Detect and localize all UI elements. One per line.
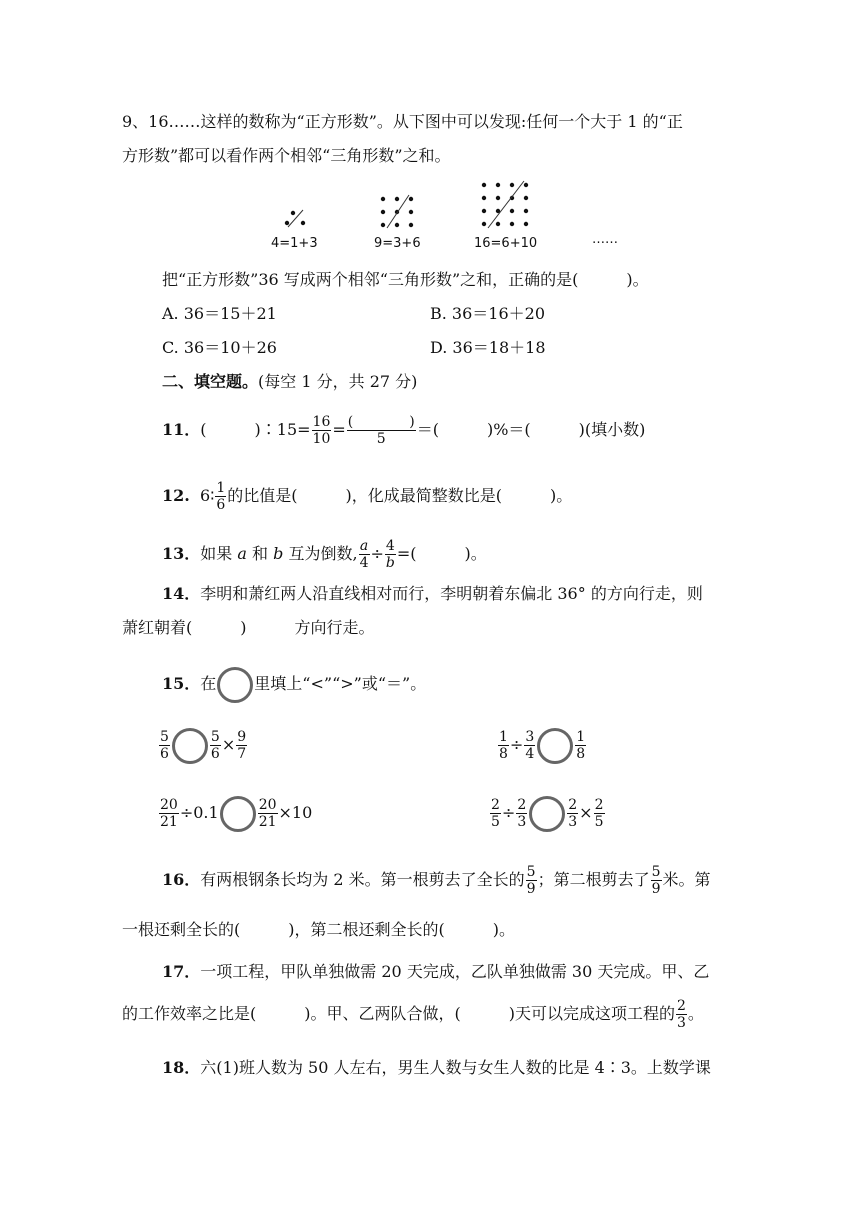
q13-number: 13． [162,544,201,563]
q15-i4-operator-1: ÷ [501,803,516,822]
q11-part-1: ( )∶15= [200,420,311,439]
q16-fraction-2 [651,864,662,897]
figure-caption-4: 4=1+3 [271,236,318,251]
intro-line-1: 9、16……这样的数称为“正方形数”。从下图中可以发现:任何一个大于 1 的“正 [122,112,683,131]
q16-part-1: 有两根钢条长均为 2 米。第一根剪去了全长的 [200,870,525,889]
q16-part-3: 米。第 [662,870,711,889]
q15-i3-f2-numerator: 20 [258,797,277,813]
dot-figure-9 [377,194,417,230]
section-2-heading [162,372,417,392]
q13 [162,534,487,574]
q15-i2-f2-numerator: 3 [525,729,535,745]
q15-i3-f1 [159,797,179,830]
q15-i1-f1 [159,729,170,762]
q15-i2-f2 [524,729,535,762]
q15-i3-f2 [258,797,278,830]
q15-i2-operator: ÷ [509,735,524,754]
q13-fraction-2-numerator: 4 [385,538,395,554]
q16-number: 16． [162,870,201,889]
q16-line-2: 一根还剩全长的( )，第二根还剩全长的( )。 [122,920,515,939]
section-2-title: 二、填空题。 [162,372,259,391]
answer-circle-icon [217,667,253,703]
q15-part-1: 在 [200,674,217,693]
compare-circle-3[interactable] [220,796,256,832]
q15-i1-f3-numerator: 9 [237,729,247,745]
q15-i4-f4-denominator: 5 [594,814,604,830]
q12-fraction-denominator: 6 [216,497,226,513]
q15-i1-f1-denominator: 6 [160,746,169,762]
figure-caption-16: 16=6+10 [474,236,538,251]
q15-part-2: 里填上“<”“>”或“＝”。 [254,674,427,693]
q14-line-1 [162,584,703,604]
q13-fraction-1-numerator: a [359,538,369,554]
q15-i1-f3-denominator: 7 [237,746,247,762]
q11-fraction-2-numerator: ( ) [347,414,415,430]
q18-number: 18． [162,1058,201,1077]
q15-i2-f1-denominator: 8 [499,746,508,762]
q15-i4-f3-numerator: 2 [568,797,578,813]
section-2-note: (每空 1 分，共 27 分) [258,372,418,391]
q16-fraction-1-numerator: 5 [526,864,536,880]
q15-i4-f2-numerator: 2 [517,797,527,813]
q13-part-1: 如果 [200,544,233,563]
q15-i1-f2 [210,729,221,762]
q11-equals: = [332,420,346,439]
q15-i2-f3-numerator: 1 [576,729,586,745]
q17-part-1: 的工作效率之比是( )。甲、乙两队合做，( )天可以完成这项工程的 [122,1004,675,1023]
q13-and: 和 [252,544,269,563]
q10-option-a: A. 36＝15＋21 [162,304,277,323]
q15-i1-f2-numerator: 5 [210,729,220,745]
q15-i4-f1-numerator: 2 [491,797,500,813]
q11-fraction-1-numerator: 16 [312,414,331,430]
compare-circle-2[interactable] [537,728,573,764]
q13-part-3: =( )。 [396,544,487,563]
q15-i3-operator-1: ÷0.1 [179,803,219,822]
q15-i1-f1-numerator: 5 [160,729,169,745]
q15-i3-f1-numerator: 20 [160,797,178,813]
q13-var-b: b [273,544,284,563]
compare-circle-1[interactable] [172,728,208,764]
q16-part-2: ；第二根剪去了 [537,870,650,889]
q15-i3-f1-denominator: 21 [160,814,178,830]
q11 [162,410,645,450]
q16-fraction-1 [526,864,537,897]
q15-i3-operator-2: ×10 [278,803,313,822]
q15-i1-operator: × [221,735,236,754]
q15-i4-f4 [594,797,605,830]
q11-fraction-1 [312,414,332,447]
intro-line-2: 方形数”都可以看作两个相邻“三角形数”之和。 [122,146,451,165]
q15-i4-f3-denominator: 3 [568,814,578,830]
q15-stem [162,664,426,704]
q16-fraction-1-denominator: 9 [526,881,536,897]
q15-item-2 [497,722,587,768]
figure-caption-9: 9=3+6 [374,236,421,251]
q17-line-2 [122,992,704,1036]
q15-i4-f1-denominator: 5 [491,814,500,830]
q17-fraction-numerator: 2 [676,998,686,1014]
q15-item-4 [489,790,606,836]
q15-i1-f3 [236,729,247,762]
q13-fraction-2-denominator: b [385,555,395,571]
q14-text-1: 李明和萧红两人沿直线相对而行，李明朝着东偏北 36° 的方向行走，则 [200,584,703,603]
q15-i4-f2-denominator: 3 [517,814,527,830]
q17-line-1 [162,962,709,982]
q15-i2-f3 [575,729,586,762]
q10-option-b: B. 36＝16＋20 [430,304,546,323]
dot-figure-4 [283,208,309,228]
q10-option-d: D. 36＝18＋18 [430,338,546,357]
q18-line-1 [162,1058,711,1078]
q14-number: 14． [162,584,201,603]
q12-part-2: 的比值是( )，化成最简整数比是( )。 [227,486,573,505]
q16-line-1 [162,858,711,902]
q15-i2-f3-denominator: 8 [576,746,586,762]
q16-fraction-2-denominator: 9 [651,881,661,897]
q12-part-1: 6∶ [200,486,215,505]
dot-figure-16 [478,180,536,230]
q17-text-1: 一项工程，甲队单独做需 20 天完成，乙队单独做需 30 天完成。甲、乙 [200,962,710,981]
q16-fraction-2-numerator: 5 [651,864,661,880]
figure-ellipsis: …… [592,232,618,247]
compare-circle-4[interactable] [529,796,565,832]
q10-option-c: C. 36＝10＋26 [162,338,277,357]
q13-fraction-1 [359,538,370,571]
q18-text-1: 六(1)班人数为 50 人左右，男生人数与女生人数的比是 4∶3。上数学课 [200,1058,711,1077]
q15-i2-f1-numerator: 1 [499,729,508,745]
q17-fraction [676,998,687,1031]
q11-part-2: ＝( )%＝( )(填小数) [416,420,646,439]
q15-i4-f1 [490,797,501,830]
q17-fraction-denominator: 3 [676,1015,686,1031]
q15-item-3 [158,790,312,836]
q11-fraction-2 [347,414,416,447]
q15-i4-f3 [567,797,578,830]
q11-fraction-2-denominator: 5 [376,431,386,447]
q15-i2-f2-denominator: 4 [525,746,535,762]
q15-item-1 [158,722,248,768]
q15-i4-f4-numerator: 2 [594,797,604,813]
q15-i2-f1 [498,729,509,762]
q15-i1-f2-denominator: 6 [210,746,220,762]
q13-var-a: a [237,544,247,563]
q13-fraction-2 [385,538,396,571]
q12 [162,476,572,516]
q13-part-2: 互为倒数, [288,544,358,563]
q14-line-2: 萧红朝着( ) 方向行走。 [122,618,375,637]
q15-number: 15． [162,674,201,693]
q10-stem: 把“正方形数”36 写成两个相邻“三角形数”之和，正确的是( )。 [162,270,649,289]
q11-fraction-1-denominator: 10 [312,431,331,447]
q13-fraction-1-denominator: 4 [359,555,369,571]
q13-divide: ÷ [370,544,384,563]
q15-i4-f2 [516,797,527,830]
q12-number: 12. [162,486,190,505]
q17-number: 17． [162,962,201,981]
q11-number: 11． [162,420,201,439]
q17-part-2: 。 [687,1004,704,1023]
q15-i4-operator-2: × [579,803,593,822]
q12-fraction [215,480,226,513]
q15-i3-f2-denominator: 21 [258,814,277,830]
q12-fraction-numerator: 1 [216,480,226,496]
